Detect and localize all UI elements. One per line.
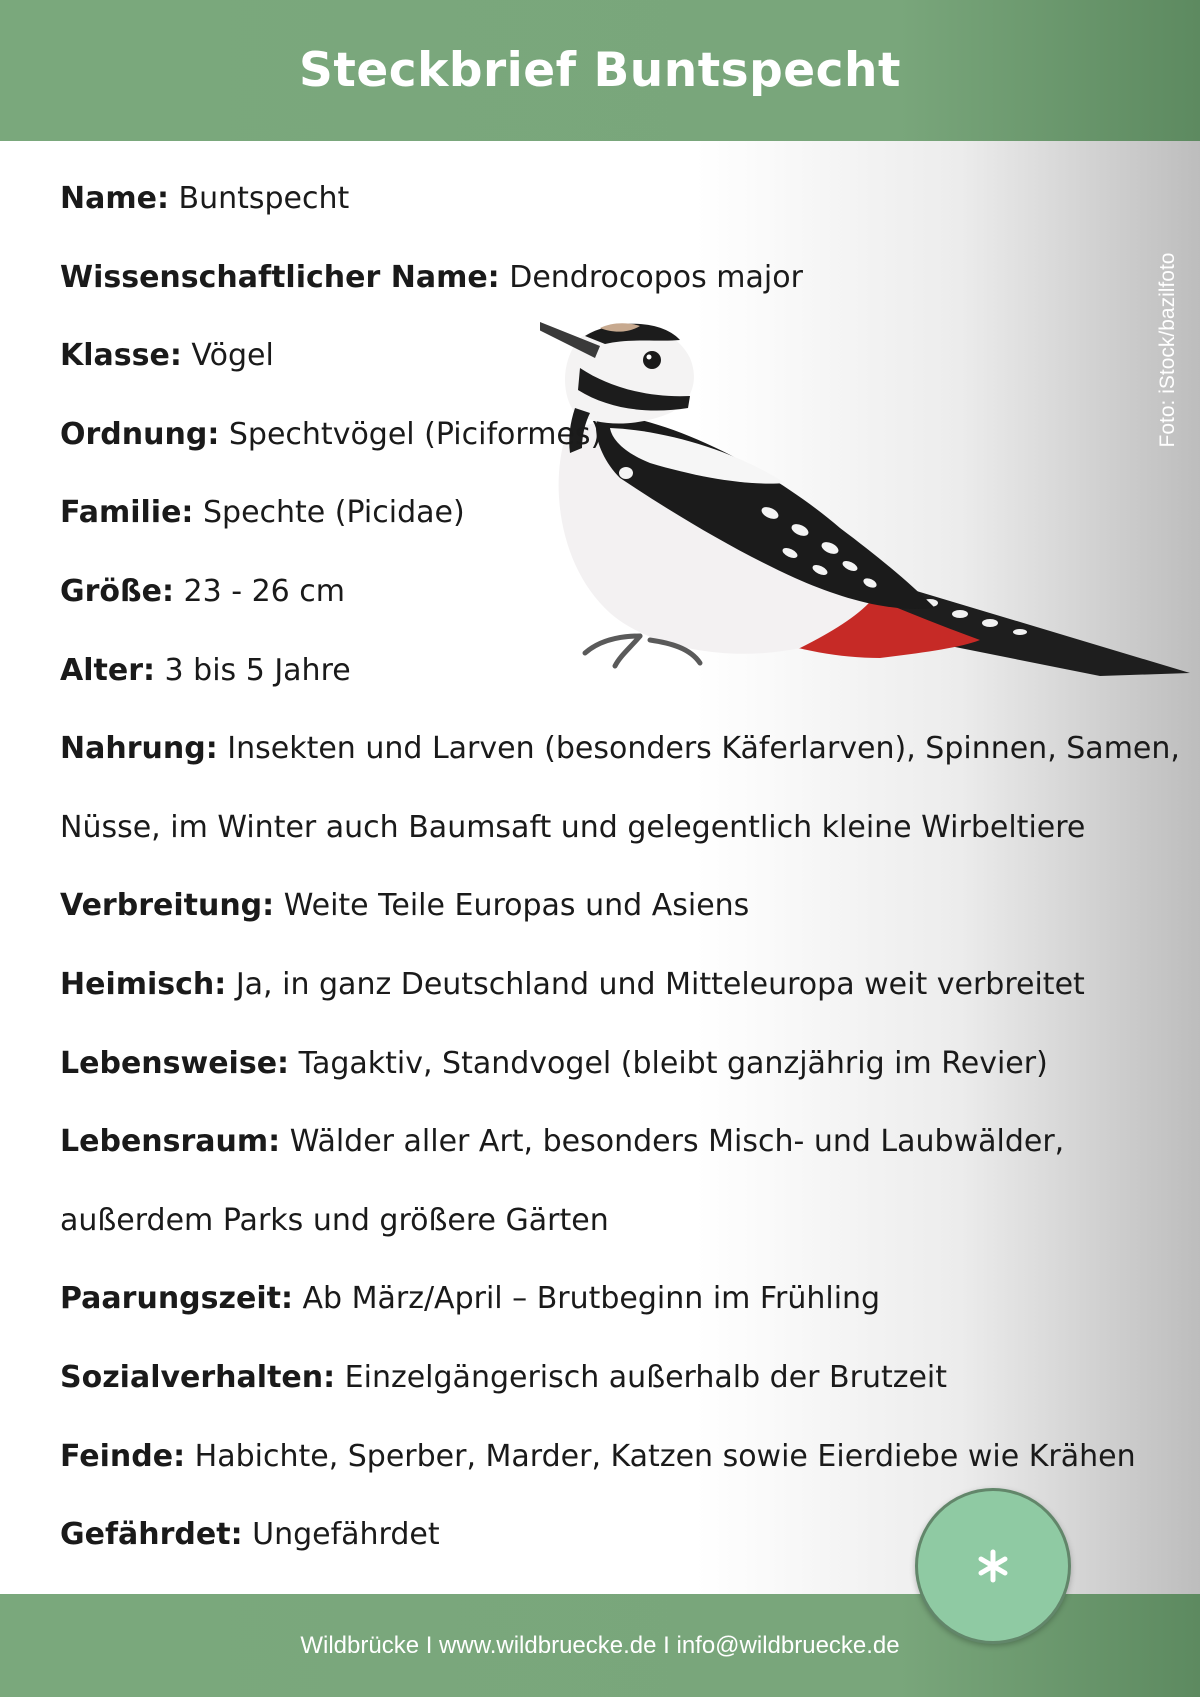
fact-value: Wälder aller Art, besonders Misch- und Laubwälder, [289,1124,1065,1160]
fact-scientific-name [60,239,1160,318]
fact-value: Buntspecht [178,181,350,216]
fact-social-behavior [60,1339,1160,1418]
fact-mating-season [60,1260,1160,1339]
fact-value: 3 bis 5 Jahre [164,652,351,688]
fact-key: Sozialverhalten: [60,1359,336,1395]
fact-family [60,474,1160,553]
fact-enemies [60,1418,1160,1497]
fact-value: Einzelgängerisch außerhalb der Brutzeit [344,1359,948,1395]
fact-key: Ordnung: [60,416,220,452]
fact-lifestyle [60,1025,1160,1104]
fact-key: Klasse: [60,338,182,374]
fact-value: Weite Teile Europas und Asiens [283,888,750,924]
page-title: Steckbrief Buntspecht [299,43,901,98]
fact-key: Größe: [60,573,174,609]
fact-key: Lebensraum: [60,1124,281,1160]
fact-value: Ja, in ganz Deutschland und Mitteleuropa weit verbreitet [235,966,1085,1002]
fact-distribution [60,867,1160,946]
fact-value: Insekten und Larven (besonders Käferlarven), Spinnen, Samen, [227,731,1180,767]
floating-action-button[interactable] [915,1488,1071,1644]
fact-age [60,632,1160,711]
fact-key: Feinde: [60,1438,186,1474]
asterisk-icon [976,1549,1010,1583]
fact-class [60,317,1160,396]
photo-credit: Foto: iStock/bazilfoto [1156,252,1179,448]
fact-key: Alter: [60,652,155,688]
fact-value: Ab März/April – Brutbeginn im Frühling [302,1281,881,1317]
fact-habitat-continued: außerdem Parks und größere Gärten [60,1202,609,1238]
fact-key: Paarungszeit: [60,1281,293,1317]
fact-key: Wissenschaftlicher Name: [60,259,500,295]
page-header [0,0,1200,141]
fact-key: Familie: [60,495,194,531]
fact-food-continued: Nüsse, im Winter auch Baumsaft und gelegentlich kleine Wirbeltiere [60,809,1086,845]
fact-value: 23 - 26 cm [183,573,345,609]
fact-key: Name: [60,181,169,216]
fact-value: Dendrocopos major [509,259,803,295]
fact-value: Habichte, Sperber, Marder, Katzen sowie Eierdiebe wie Krähen [194,1438,1136,1474]
fact-value: Spechte (Picidae) [202,495,465,531]
fact-size [60,553,1160,632]
fact-name [60,160,1160,239]
fact-food [60,710,1180,789]
fact-native [60,946,1160,1025]
fact-key: Gefährdet: [60,1517,243,1553]
fact-value: Ungefährdet [252,1517,440,1553]
fact-key: Nahrung: [60,731,218,767]
fact-key: Lebensweise: [60,1045,290,1081]
fact-order [60,396,1160,475]
fact-key: Heimisch: [60,966,227,1002]
fact-value: Tagaktiv, Standvogel (bleibt ganzjährig im Revier) [298,1045,1048,1081]
fact-key: Verbreitung: [60,888,275,924]
footer-contact-text: Wildbrücke I www.wildbruecke.de I info@wildbruecke.de [300,1631,900,1659]
fact-habitat [60,1103,1160,1182]
fact-value: Spechtvögel (Piciformes) [228,416,603,452]
fact-value: Vögel [191,338,274,374]
